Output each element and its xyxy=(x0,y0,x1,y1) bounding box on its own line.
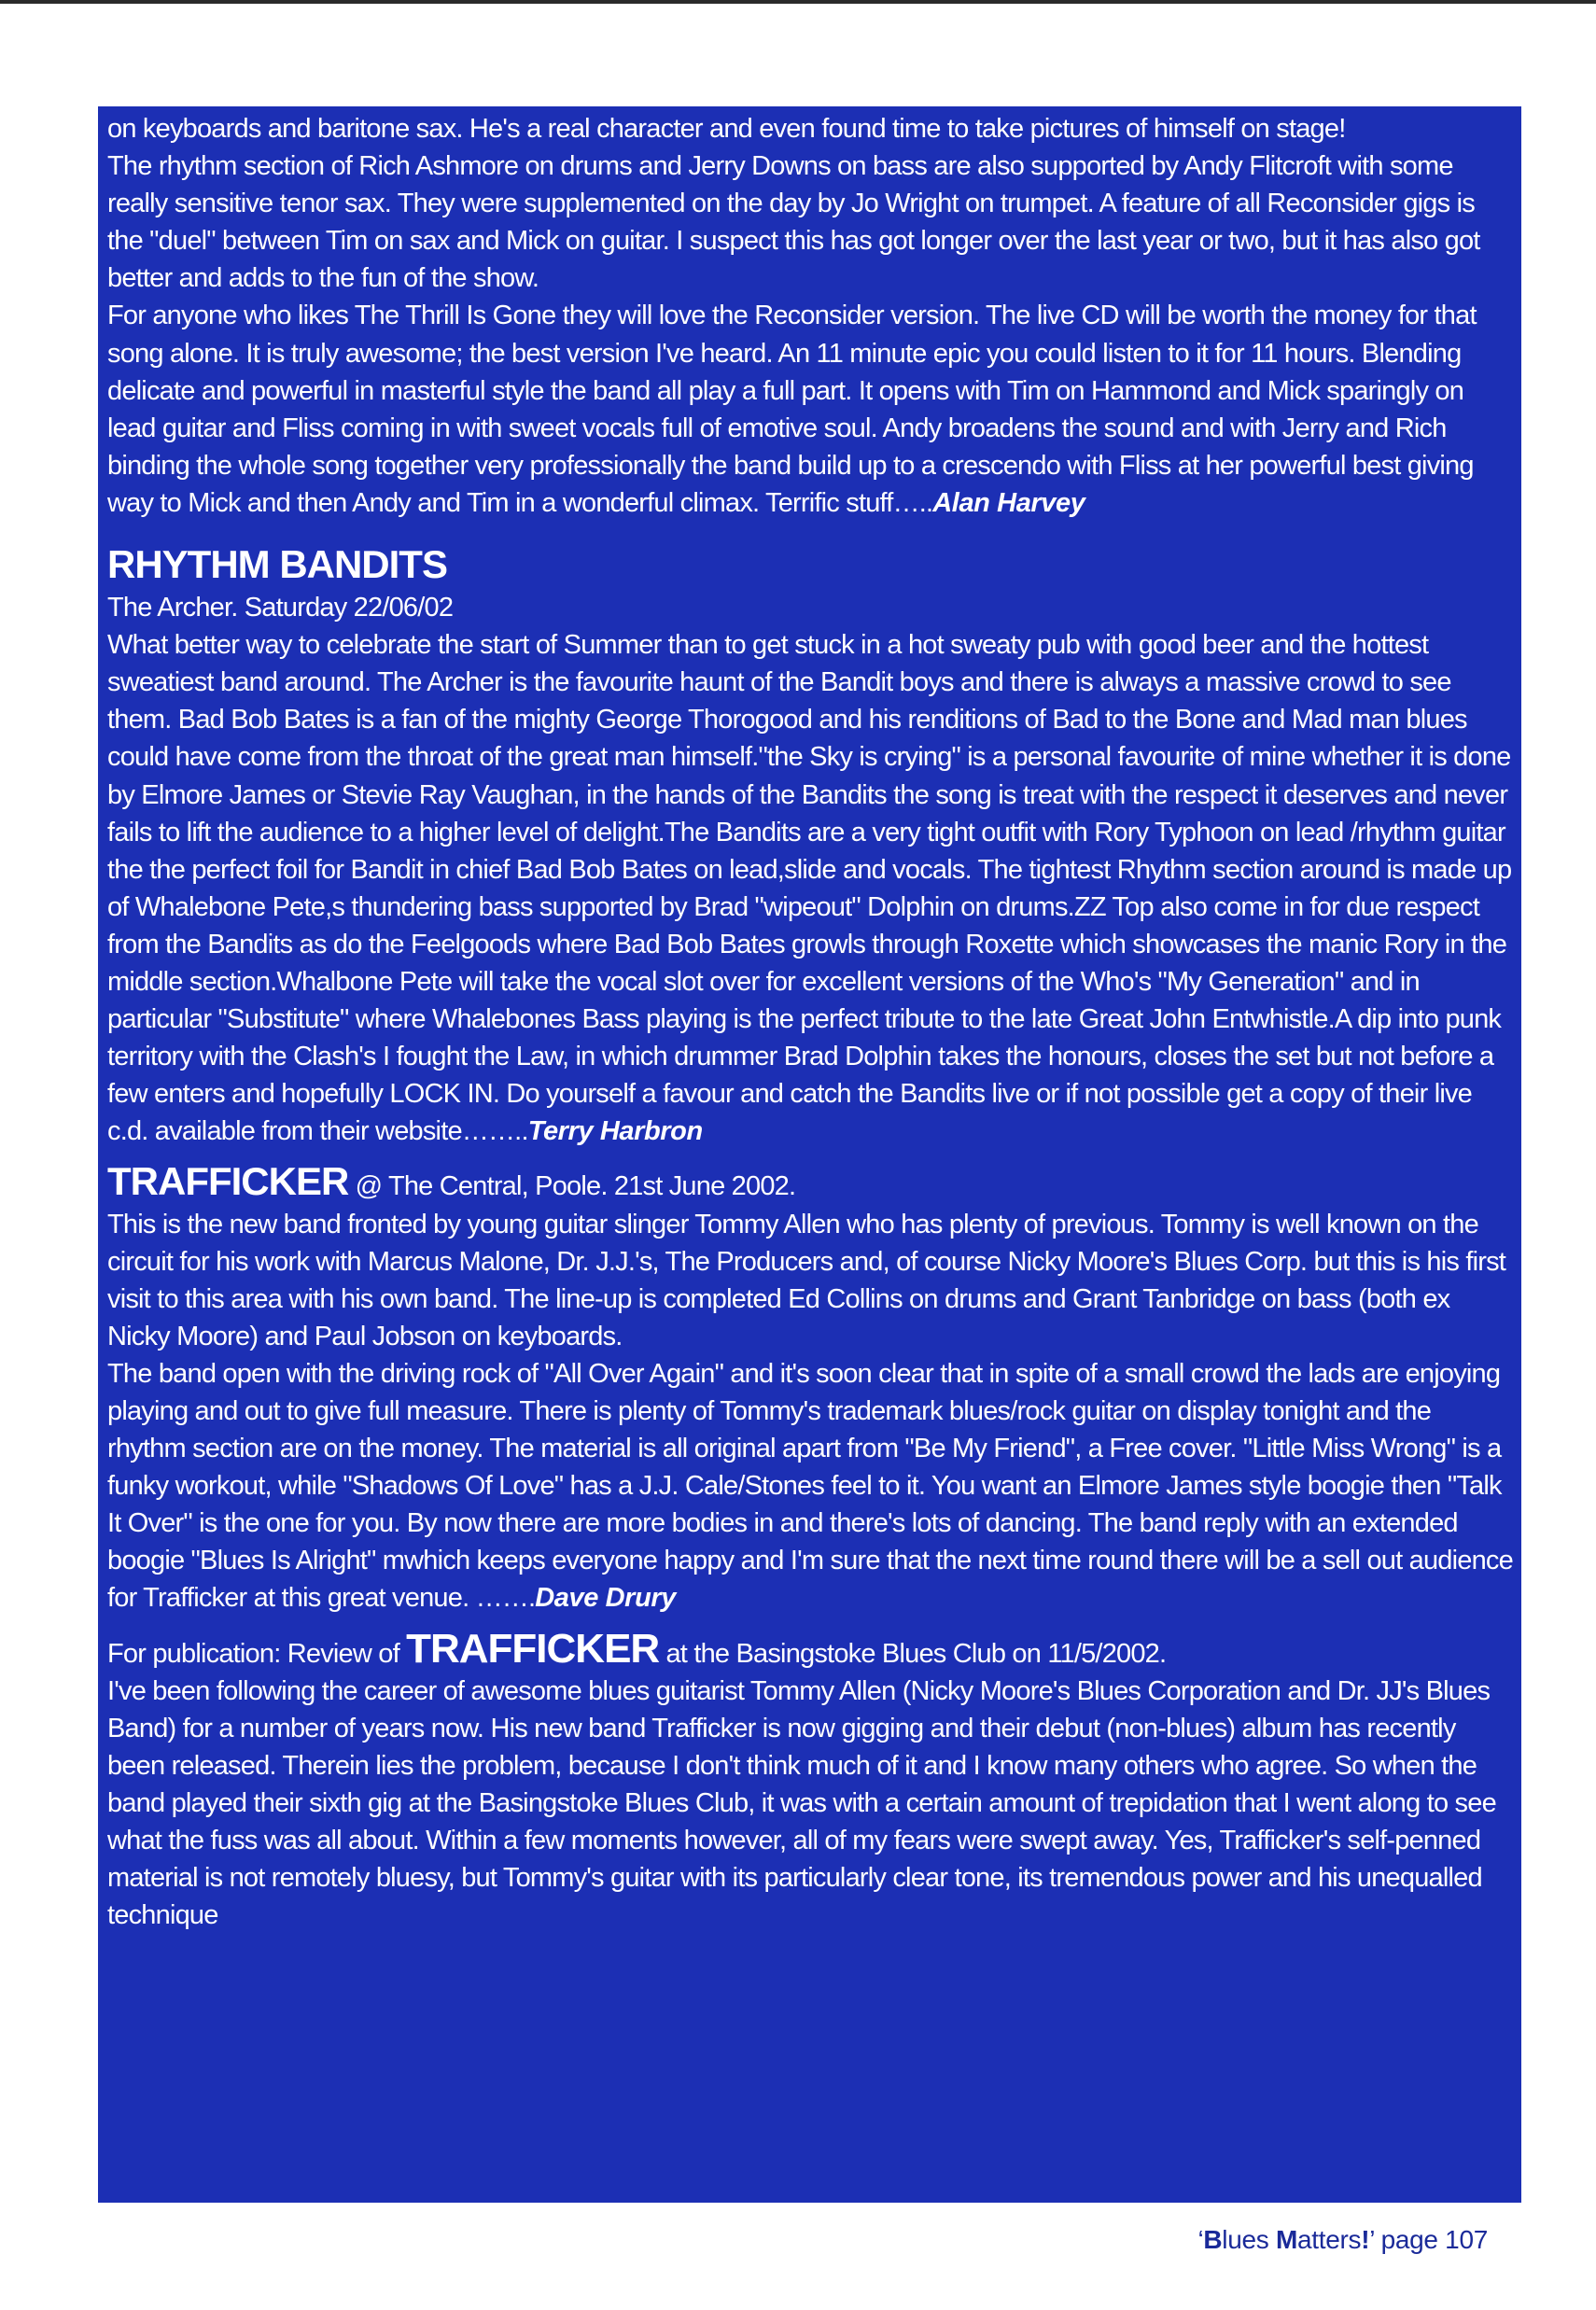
trafficker-poole-venue: @ The Central, Poole. 21st June 2002. xyxy=(348,1171,796,1202)
trafficker-basingstoke-heading xyxy=(107,1625,1514,1673)
intro-author: Alan Harvey xyxy=(932,487,1085,518)
trafficker-poole-paragraph-2 xyxy=(107,1355,1514,1617)
trafficker-poole-author: Dave Drury xyxy=(535,1583,676,1614)
trafficker-poole-heading xyxy=(107,1159,1514,1205)
footer-b: B xyxy=(1203,2225,1223,2254)
footer-atters: atters xyxy=(1296,2225,1362,2254)
trafficker-basingstoke-title: TRAFFICKER xyxy=(406,1625,660,1672)
trafficker-basingstoke-body: I've been following the career of awesome blues guitarist Tommy Allen (Nicky Moore's Blues Corporation and Dr. JJ's Blues Band) for a number of years now. His new band Trafficker is now gigging and their debut (non-blues) album has recently been released. Therein lies the problem, because I don't think much of it and I know many others who agree. So when the band played their sixth gig at the Basingstoke Blues Club, it was with a certain amount of trepidation that I went along to see what the fuss was all about. Within a few moments however, all of my fears were swept away. Yes, Trafficker's self-penned material is not remotely bluesy, but Tommy's guitar with its particularly clear tone, its tremendous power and his unequalled technique xyxy=(107,1675,1496,1931)
intro-paragraph-1: on keyboards and baritone sax. He's a real character and even found time to take pictures of himself on stage! xyxy=(107,114,1346,144)
trafficker-poole-paragraph-2-text: The band open with the driving rock of "All Over Again" and it's soon clear that in spite of a small crowd the lads are enjoying playing and out to give full measure. There is plenty of Tommy's trademark blues/rock guitar on display tonight and the rhythm section are on the money. The material is all original apart from "Be My Friend", a Free cover. "Little Miss Wrong" is a funky workout, while "Shadows Of Love" has a J.J. Cale/Stones feel to it. You want an Elmore James style boogie then "Talk It Over" is the one for you. By now there are more bodies in and there's lots of dancing. The band reply with an extended boogie "Blues Is Alright" mwhich keeps everyone happy and I'm sure that the next time round there will be a sell out audience for Trafficker at this great venue. ……. xyxy=(107,1358,1513,1614)
footer-page-number: page 107 xyxy=(1374,2225,1488,2254)
rhythm-bandits-body xyxy=(107,626,1514,1150)
rhythm-bandits-text: What better way to celebrate the start of Summer than to get stuck in a hot sweaty pub with good beer and the hottest sweatiest band around. The Archer is the favourite haunt of the Bandit boys and there is always a massive crowd to see them. Bad Bob Bates is a fan of the mighty George Thorogood and his renditions of Bad to the Bone and Mad man blues could have come from the throat of the great man himself."the Sky is crying" is a personal favourite of mine whether it is done by Elmore James or Stevie Ray Vaughan, in the hands of the Bandits the song is treat with the respect it deserves and never fails to lift the audience to a higher level of delight.The Bandits are a very tight outfit with Rory Typhoon on lead /rhythm guitar the the perfect foil for Bandit in chief Bad Bob Bates on lead,slide and vocals. The tightest Rhythm section around is made up of Whalebone Pete,s thundering bass supported by Brad "wipeout" Dolphin on drums.ZZ Top also come in for due respect from the Bandits as do the Feelgoods where Bad Bob Bates growls through Roxette which showcases the manic Rory in the middle section.Whalbone Pete will take the vocal slot over for excellent versions of the Who's "My Generation" and in particular "Substitute" where Whalebones Bass playing is the perfect tribute to the late Great John Entwhistle.A dip into punk territory with the Clash's I fought the Law, in which drummer Brad Dolphin takes the honours, closes the set but not before a few enters and hopefully LOCK IN. Do yourself a favour and catch the Bandits live or if not possible get a copy of their live c.d. available from their website…….. xyxy=(107,630,1512,1147)
footer-m: M xyxy=(1275,2225,1297,2254)
review-panel xyxy=(98,106,1521,2203)
trafficker-poole-paragraph-1: This is the new band fronted by young guitar slinger Tommy Allen who has plenty of previous. Tommy is well known on the circuit for his work with Marcus Malone, Dr. J.J.'s, The Producers and, of course Nicky Moore's Blues Corp. but this is his first visit to this area with his own band. The line-up is completed Ed Collins on drums and Grant Tanbridge on bass (both ex Nicky Moore) and Paul Jobson on keyboards. xyxy=(107,1209,1506,1351)
intro-paragraph-2: The rhythm section of Rich Ashmore on drums and Jerry Downs on bass are also supported by Andy Flitcroft with some really sensitive tenor sax. They were supplemented on the day by Jo Wright on trumpet. A feature of all Reconsider gigs is the "duel" between Tim on sax and Mick on guitar. I suspect this has got longer over the last year or two, but it has also got better and adds to the fun of the show. xyxy=(107,151,1480,294)
rhythm-bandits-author: Terry Harbron xyxy=(527,1116,703,1147)
footer-open-quote: ‘ xyxy=(1197,2225,1204,2254)
footer-close-quote: ’ xyxy=(1369,2225,1375,2254)
rhythm-bandits-title: RHYTHM BANDITS xyxy=(107,542,447,587)
trafficker-poole-title: TRAFFICKER xyxy=(107,1159,349,1204)
intro-paragraph-3 xyxy=(107,297,1514,522)
trafficker-basingstoke-suffix: at the Basingstoke Blues Club on 11/5/2002. xyxy=(659,1638,1167,1669)
footer-bang: ! xyxy=(1361,2225,1370,2254)
intro-paragraph-3-text: For anyone who likes The Thrill Is Gone they will love the Reconsider version. The live CD will be worth the money for that song alone. It is truly awesome; the best version I've heard. An 11 minute epic you could listen to it for 11 hours. Blending delicate and powerful in masterful style the band all play a full part. It opens with Tim on Hammond and Mick sparingly on lead guitar and Fliss coming in with sweet vocals full of emotive soul. Andy broadens the sound and with Jerry and Rich binding the whole song together very professionally the band build up to a crescendo with Fliss at her powerful best giving way to Mick and then Andy and Tim in a wonderful climax. Terrific stuff….. xyxy=(107,301,1477,518)
footer-lues: lues xyxy=(1222,2225,1276,2254)
rhythm-bandits-venue: The Archer. Saturday 22/06/02 xyxy=(107,593,454,623)
page-footer xyxy=(1197,2225,1488,2255)
top-edge-rule xyxy=(0,0,1596,4)
trafficker-basingstoke-prefix: For publication: Review of xyxy=(107,1638,407,1669)
